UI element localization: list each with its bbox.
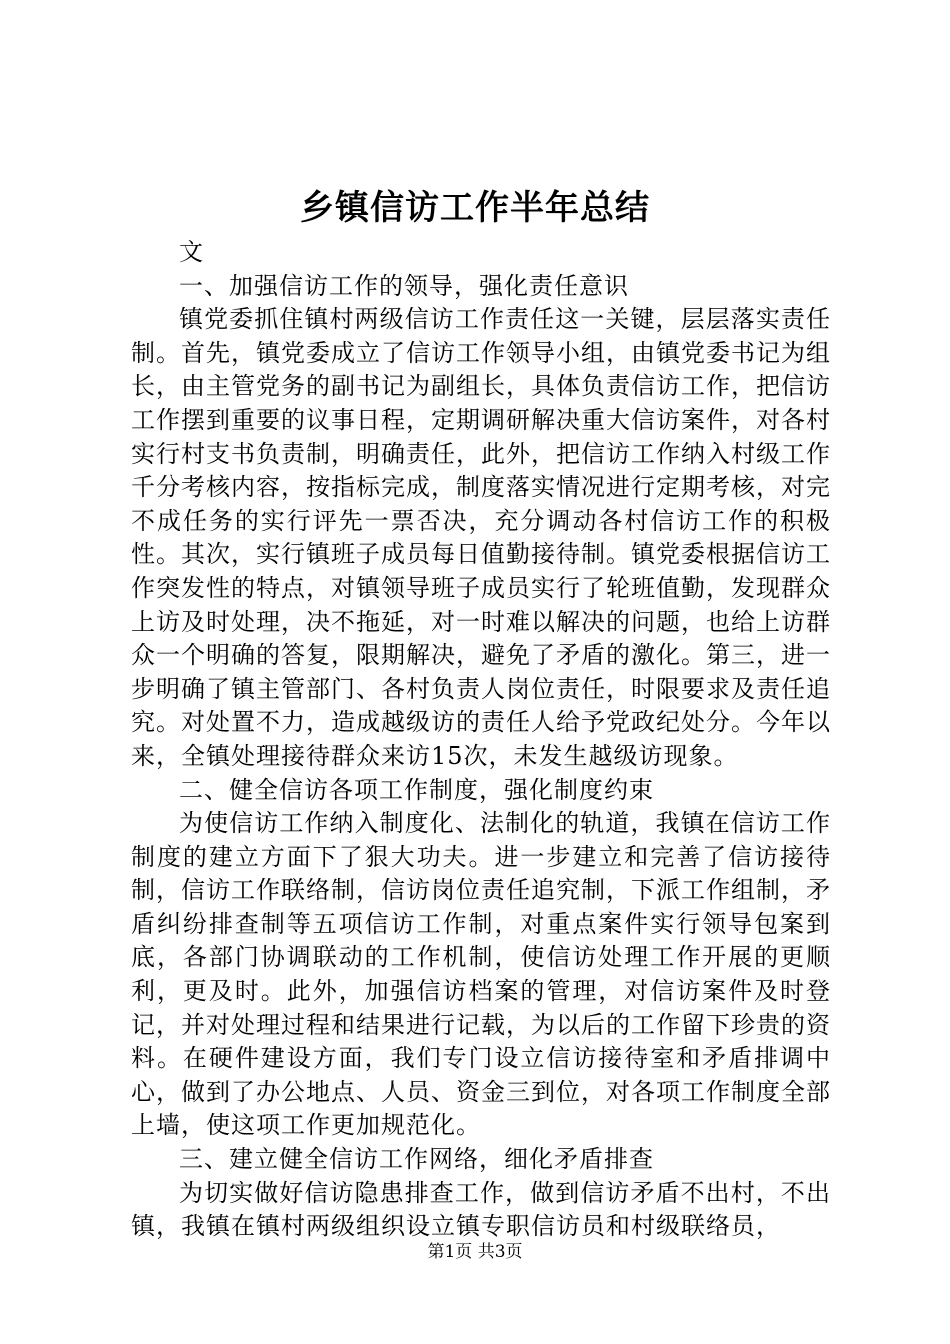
section-heading-1: 一、加强信访工作的领导，强化责任意识 [179, 271, 629, 300]
document-body [131, 236, 831, 1244]
paragraph-wen: 文 [179, 238, 204, 266]
section-heading-3: 三、建立健全信访工作网络，细化矛盾排查 [179, 1145, 654, 1174]
paragraph-section-2: 为使信访工作纳入制度化、法制化的轨道，我镇在信访工作制度的建立方面下了狠大功夫。进一步建立和完善了信访接待制，信访工作联络制，信访岗位责任追究制，下派工作组制，矛盾纠纷排查制等五项信访工作制，对重点案件实行领导包案到底，各部门协调联动的工作机制，使信访处理工作开展的更顺利，更及时。此外，加强信访档案的管理，对信访案件及时登记，并对处理过程和结果进行记载，为以后的工作留下珍贵的资料。在硬件建设方面，我们专门设立信访接待室和矛盾排调中心，做到了办公地点、人员、资金三到位，对各项工作制度全部上墙，使这项工作更加规范化。 [131, 809, 831, 1140]
page-footer: 第1页 共3页 [427, 1242, 523, 1262]
document-title: 乡镇信访工作半年总结 [300, 188, 650, 228]
paragraph-section-3: 为切实做好信访隐患排查工作，做到信访矛盾不出村，不出镇，我镇在镇村两级组织设立镇专职信访员和村级联络员， [131, 1178, 831, 1241]
section-heading-2: 二、健全信访各项工作制度，强化制度约束 [179, 775, 654, 804]
paragraph-section-1: 镇党委抓住镇村两级信访工作责任这一关键，层层落实责任制。首先，镇党委成立了信访工作领导小组，由镇党委书记为组长，由主管党务的副书记为副组长，具体负责信访工作，把信访工作摆到重要的议事日程，定期调研解决重大信访案件，对各村实行村支书负责制，明确责任，此外，把信访工作纳入村级工作千分考核内容，按指标完成，制度落实情况进行定期考核，对完不成任务的实行评先一票否决，充分调动各村信访工作的积极性。其次，实行镇班子成员每日值勤接待制。镇党委根据信访工作突发性的特点，对镇领导班子成员实行了轮班值勤，发现群众上访及时处理，决不拖延，对一时难以解决的问题，也给上访群众一个明确的答复，限期解决，避免了矛盾的激化。第三，进一步明确了镇主管部门、各村负责人岗位责任，时限要求及责任追究。对处置不力，造成越级访的责任人给予党政纪处分。今年以来，全镇处理接待群众来访15次，未发生越级访现象。 [131, 305, 831, 770]
